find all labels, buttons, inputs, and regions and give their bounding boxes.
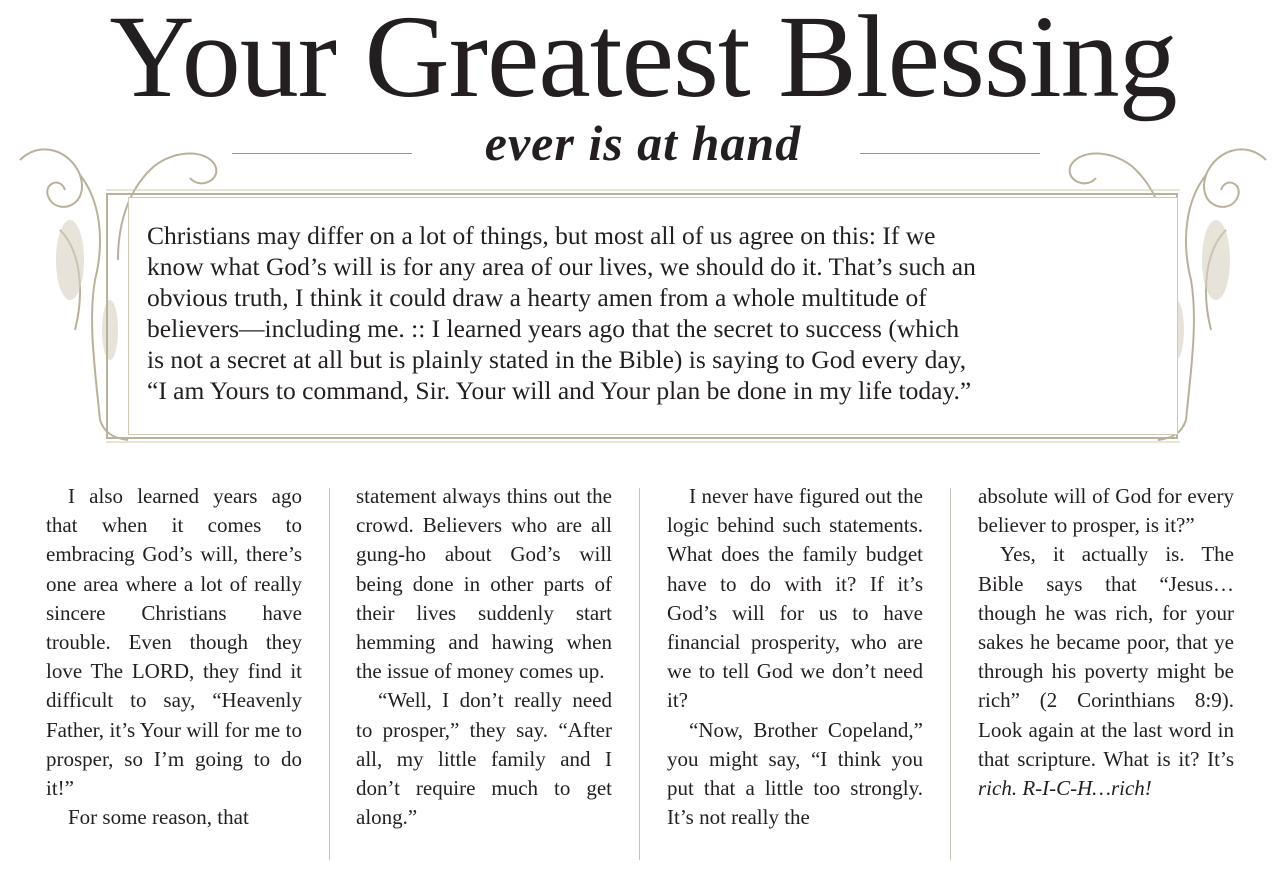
column-4-italic-rich: rich. R-I-C-H…rich! xyxy=(978,776,1152,801)
column-divider xyxy=(639,488,640,860)
column-divider xyxy=(950,488,951,860)
column-1 xyxy=(46,482,302,832)
column-1-paragraph-2: For some reason, that xyxy=(68,805,249,830)
column-2-paragraph-1: statement always thins out the crowd. Believers who are all gung-ho about God’s will being done in other parts of their lives suddenly start hemming and hawing when the issue of money comes up. xyxy=(356,484,612,684)
column-4-paragraph-2 xyxy=(978,540,1234,803)
intro-paragraph: Christians may differ on a lot of things, but most all of us agree on this: If we know what God’s will is for any area of our lives, we should do it. That’s such an obvious truth, I think it could draw a hearty amen from a whole multitude of believers—including me. :: I learned years ago that the secret to success (which is not a secret at all but is plainly stated in the Bible) is saying to God every day, “I am Yours to command, Sir. Your will and Your plan be done in my life today.” xyxy=(147,221,976,405)
page-title: Your Greatest Blessing xyxy=(109,0,1177,122)
column-2 xyxy=(356,482,612,832)
column-divider xyxy=(329,488,330,860)
column-3-paragraph-2: “Now, Brother Copeland,” you might say, “I think you put that a little too strongly. It’s not really the xyxy=(667,717,923,830)
column-4-paragraph-2-text: Yes, it actually is. The Bible says that “Jesus… though he was rich, for your sakes he became poor, that ye through his poverty might be rich” (2 Corinthians 8:9). Look again at the last word in that scripture. What is it? It’s xyxy=(978,542,1234,771)
subtitle: ever is at hand xyxy=(484,115,802,171)
column-1-paragraph-1: I also learned years ago that when it comes to embracing God’s will, there’s one area where a lot of really sincere Christians have trouble. Even though they love The LORD, they find it difficult to say, “Heavenly Father, it’s Your will for me to prosper, so I’m going to do it!” xyxy=(46,484,302,801)
column-4-paragraph-1: absolute will of God for every believer to prosper, is it?” xyxy=(978,484,1234,538)
column-4 xyxy=(978,482,1234,803)
column-2-paragraph-2: “Well, I don’t really need to prosper,” they say. “After all, my little family and I don’t require much to get along.” xyxy=(356,688,612,830)
column-3 xyxy=(667,482,923,832)
column-3-paragraph-1: I never have figured out the logic behind such statements. What does the family budget have to do with it? If it’s God’s will for us to have financial prosperity, who are we to tell God we don’t need it? xyxy=(667,484,923,713)
